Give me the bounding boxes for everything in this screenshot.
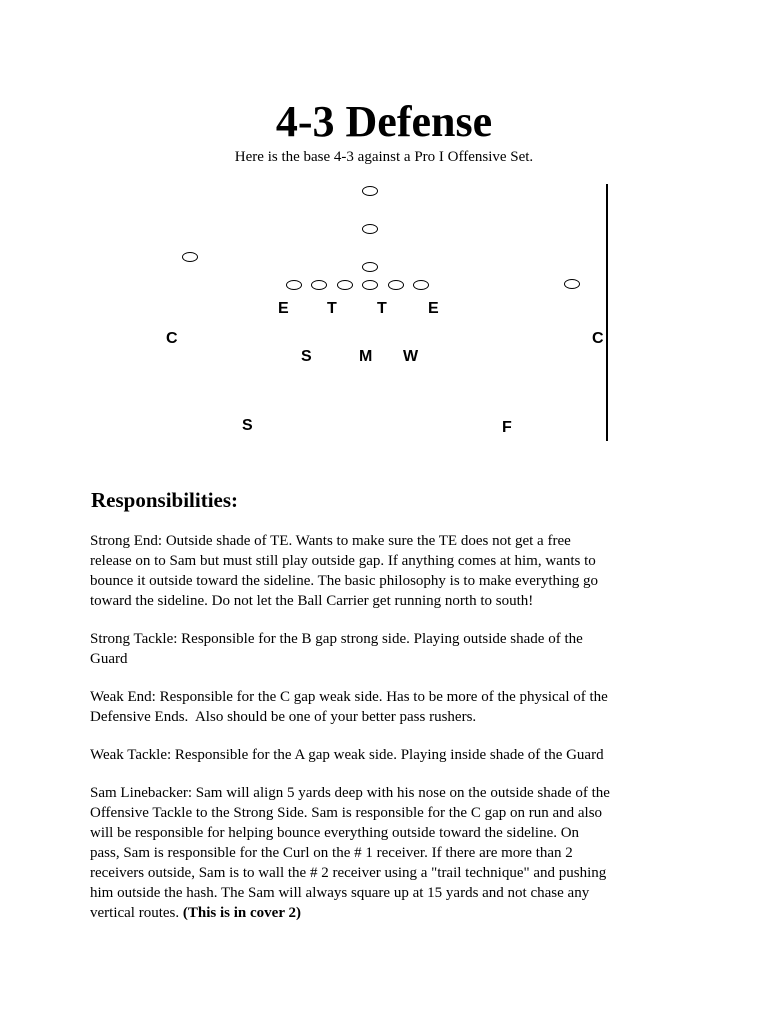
defense-strong-end: E	[278, 300, 289, 317]
defense-weak-end: E	[428, 300, 439, 317]
weak-tackle-paragraph: Weak Tackle: Responsible for the A gap weak side. Playing inside shade of the Guard	[90, 747, 604, 763]
offense-tailback	[362, 262, 378, 272]
defense-corner-left: C	[166, 330, 178, 347]
offense-flanker	[564, 279, 580, 289]
strong-tackle-paragraph: Strong Tackle: Responsible for the B gap strong side. Playing outside shade of the Guard	[90, 631, 583, 667]
offense-fullback	[362, 224, 378, 234]
page-subtitle: Here is the base 4-3 against a Pro I Offensive Set.	[234, 149, 534, 165]
defense-weak-tackle: T	[377, 300, 387, 317]
formation-diagram	[0, 170, 768, 460]
page-title: 4-3 Defense	[275, 97, 493, 146]
offense-tight-end	[413, 280, 429, 290]
offense-quarterback	[362, 186, 378, 196]
defense-will-linebacker: W	[403, 348, 419, 365]
offense-lineman	[286, 280, 302, 290]
defense-corner-right: C	[592, 330, 604, 347]
defense-sam-linebacker: S	[301, 348, 312, 365]
defense-strong-safety: S	[242, 417, 253, 434]
defense-strong-tackle: T	[327, 300, 337, 317]
strong-end-paragraph: Strong End: Outside shade of TE. Wants to make sure the TE does not get a free release on to Sam but must still play outside gap. If anything comes at him, wants to bounce it outside toward the sideline. The basic philosophy is to make everything go toward the sideline. Do not let the Ball Carrier get running north to south!	[90, 533, 598, 609]
defense-mike-linebacker: M	[359, 348, 373, 365]
defense-free-safety: F	[502, 419, 512, 436]
offense-lineman	[337, 280, 353, 290]
sam-linebacker-paragraph: Sam Linebacker: Sam will align 5 yards deep with his nose on the outside shade of the Offensive Tackle to the Strong Side. Sam is responsible for the C gap on run and also will be responsible for helping bounce everything outside toward the sideline. On pass, Sam is responsible for the Curl on the # 1 receiver. If there are more than 2 receivers outside, Sam is to wall the # 2 receiver using a "trail technique" and pushing him outside the hash. The Sam will always square up at 15 yards and not chase any vertical routes. (This is in cover 2)	[90, 785, 610, 921]
offense-center	[362, 280, 378, 290]
cover-note: (This is in cover 2)	[182, 905, 301, 921]
offense-lineman	[311, 280, 327, 290]
offense-split-end	[182, 252, 198, 262]
responsibilities-heading: Responsibilities:	[91, 488, 239, 512]
responsibilities-body	[90, 531, 690, 941]
weak-end-paragraph: Weak End: Responsible for the C gap weak side. Has to be more of the physical of the Defensive Ends. Also should be one of your better pass rushers.	[90, 689, 608, 725]
offense-lineman	[388, 280, 404, 290]
sideline	[606, 184, 608, 441]
